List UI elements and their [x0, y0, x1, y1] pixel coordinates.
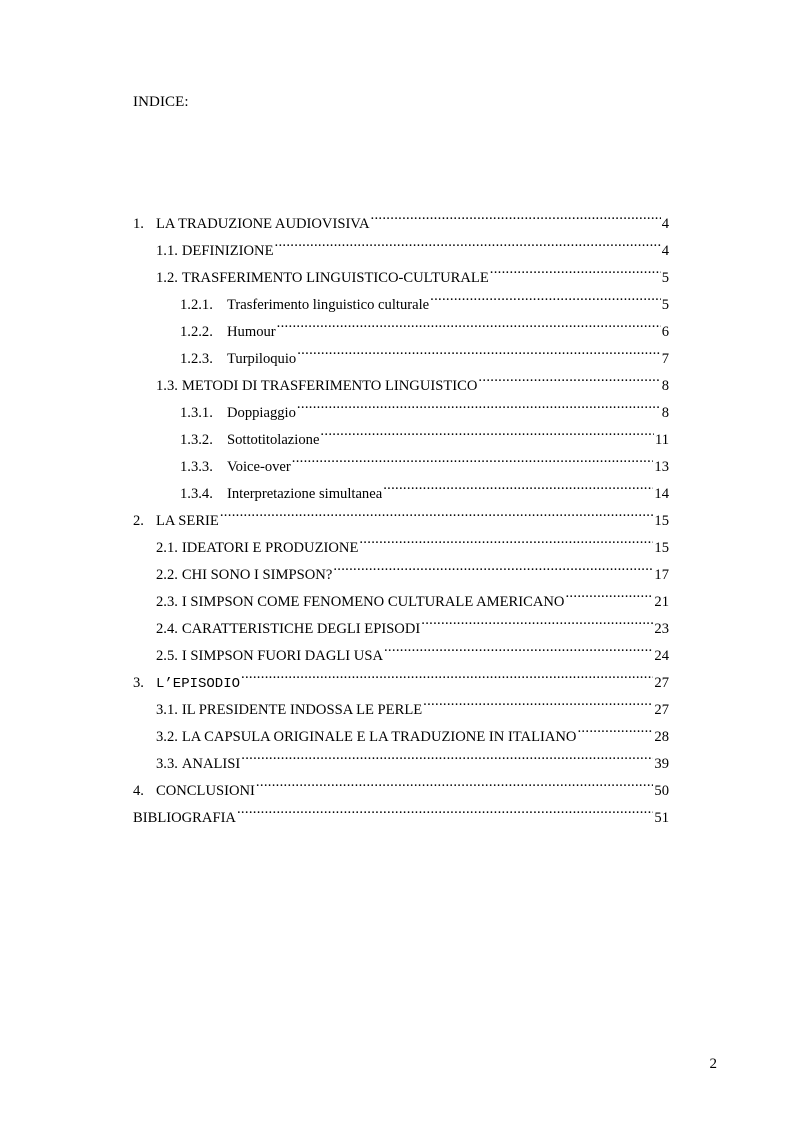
toc-entry-title: I SIMPSON COME FENOMENO CULTURALE AMERICANO	[181, 594, 565, 610]
toc-entry-page: 8	[661, 378, 669, 394]
toc-entry-number: 1.	[133, 216, 144, 232]
toc-entry-title: CONCLUSIONI	[156, 783, 255, 799]
toc-entry-page: 7	[661, 351, 669, 367]
table-of-contents	[133, 201, 669, 826]
toc-entry-page: 14	[654, 486, 669, 502]
toc-entry-number: 3.2.	[156, 729, 178, 745]
toc-entry-page: 15	[654, 540, 669, 556]
page-title: INDICE:	[133, 94, 189, 110]
toc-entry-page: 4	[661, 243, 669, 259]
toc-entry-page: 39	[654, 756, 669, 772]
toc-entry-page: 21	[654, 594, 669, 610]
toc-entry-number: 1.2.	[156, 270, 178, 286]
toc-entry-page: 51	[654, 810, 669, 826]
toc-entry-title: Interpretazione simultanea	[227, 486, 383, 502]
toc-entry-title: Doppiaggio	[227, 405, 296, 421]
toc-entry-page: 23	[654, 621, 669, 637]
toc-entry-page: 27	[654, 675, 669, 691]
toc-entry-title: IL PRESIDENTE INDOSSA LE PERLE	[181, 702, 423, 718]
toc-entry-page: 5	[661, 297, 669, 313]
dot-leader	[577, 714, 653, 741]
toc-entry-title: LA TRADUZIONE AUDIOVISIVA	[156, 216, 370, 232]
toc-entry[interactable]	[133, 201, 669, 232]
dot-leader	[275, 228, 661, 255]
toc-entry-title: BIBLIOGRAFIA	[133, 810, 236, 826]
toc-entry-title: CHI SONO I SIMPSON?	[181, 567, 333, 583]
dot-leader	[383, 471, 653, 498]
dot-leader	[333, 552, 653, 579]
toc-entry-number: 1.3.4.	[180, 486, 213, 502]
dot-leader	[320, 417, 654, 444]
toc-entry-title: DEFINIZIONE	[181, 243, 274, 259]
dot-leader	[297, 390, 661, 417]
toc-entry-page: 6	[661, 324, 669, 340]
dot-leader	[371, 201, 661, 228]
toc-entry-page: 11	[654, 432, 669, 448]
toc-entry-number: 1.3.3.	[180, 459, 213, 475]
toc-entry-number: 2.1.	[156, 540, 178, 556]
toc-entry-page: 28	[654, 729, 669, 745]
toc-entry-number: 3.	[133, 675, 144, 691]
dot-leader	[478, 363, 660, 390]
toc-entry-page: 15	[654, 513, 669, 529]
toc-entry-number: 2.2.	[156, 567, 178, 583]
toc-entry-number: 1.3.	[156, 378, 178, 394]
toc-entry-number: 1.2.2.	[180, 324, 213, 340]
dot-leader	[423, 687, 653, 714]
toc-entry-number: 2.	[133, 513, 144, 529]
toc-entry-title: I SIMPSON FUORI DAGLI USA	[181, 648, 383, 664]
dot-leader	[430, 282, 661, 309]
toc-entry-page: 4	[661, 216, 669, 232]
dot-leader	[277, 309, 661, 336]
dot-leader	[237, 795, 653, 822]
toc-entry-page: 13	[654, 459, 669, 475]
dot-leader	[220, 498, 654, 525]
dot-leader	[421, 606, 653, 633]
toc-entry-title: Voice-over	[227, 459, 291, 475]
toc-entry-number: 1.2.3.	[180, 351, 213, 367]
toc-entry-number: 1.2.1.	[180, 297, 213, 313]
dot-leader	[565, 579, 653, 606]
dot-leader	[490, 255, 661, 282]
toc-entry-page: 8	[661, 405, 669, 421]
dot-leader	[241, 660, 653, 687]
toc-entry-title: ANALISI	[181, 756, 241, 772]
dot-leader	[241, 741, 653, 768]
toc-entry-number: 1.3.2.	[180, 432, 213, 448]
dot-leader	[297, 336, 660, 363]
toc-entry-number: 3.3.	[156, 756, 178, 772]
toc-entry-title: TRASFERIMENTO LINGUISTICO-CULTURALE	[181, 270, 489, 286]
toc-entry-page: 5	[661, 270, 669, 286]
dot-leader	[292, 444, 654, 471]
toc-entry-number: 4.	[133, 783, 144, 799]
toc-entry-title: CARATTERISTICHE DEGLI EPISODI	[181, 621, 421, 637]
toc-entry-number: 1.3.1.	[180, 405, 213, 421]
toc-entry-page: 17	[654, 567, 669, 583]
toc-entry-number: 1.1.	[156, 243, 178, 259]
toc-entry-title: Turpiloquio	[227, 351, 297, 367]
toc-entry-title: Sottotitolazione	[227, 432, 320, 448]
toc-entry-number: 2.5.	[156, 648, 178, 664]
dot-leader	[256, 768, 653, 795]
toc-entry-page: 50	[654, 783, 669, 799]
toc-entry-number: 2.4.	[156, 621, 178, 637]
toc-entry-page: 27	[654, 702, 669, 718]
dot-leader	[384, 633, 653, 660]
toc-entry-title: L’EPISODIO	[156, 676, 241, 692]
toc-entry-title: Humour	[227, 324, 276, 340]
toc-entry-page: 24	[654, 648, 669, 664]
toc-entry-number: 3.1.	[156, 702, 178, 718]
toc-entry-title: LA SERIE	[156, 513, 219, 529]
dot-leader	[359, 525, 653, 552]
page-number: 2	[709, 1056, 717, 1072]
toc-entry-title: IDEATORI E PRODUZIONE	[181, 540, 359, 556]
toc-entry-number: 2.3.	[156, 594, 178, 610]
toc-entry-title: LA CAPSULA ORIGINALE E LA TRADUZIONE IN ITALIANO	[181, 729, 577, 745]
toc-entry-title: Trasferimento linguistico culturale	[227, 297, 430, 313]
toc-entry-title: METODI DI TRASFERIMENTO LINGUISTICO	[181, 378, 478, 394]
